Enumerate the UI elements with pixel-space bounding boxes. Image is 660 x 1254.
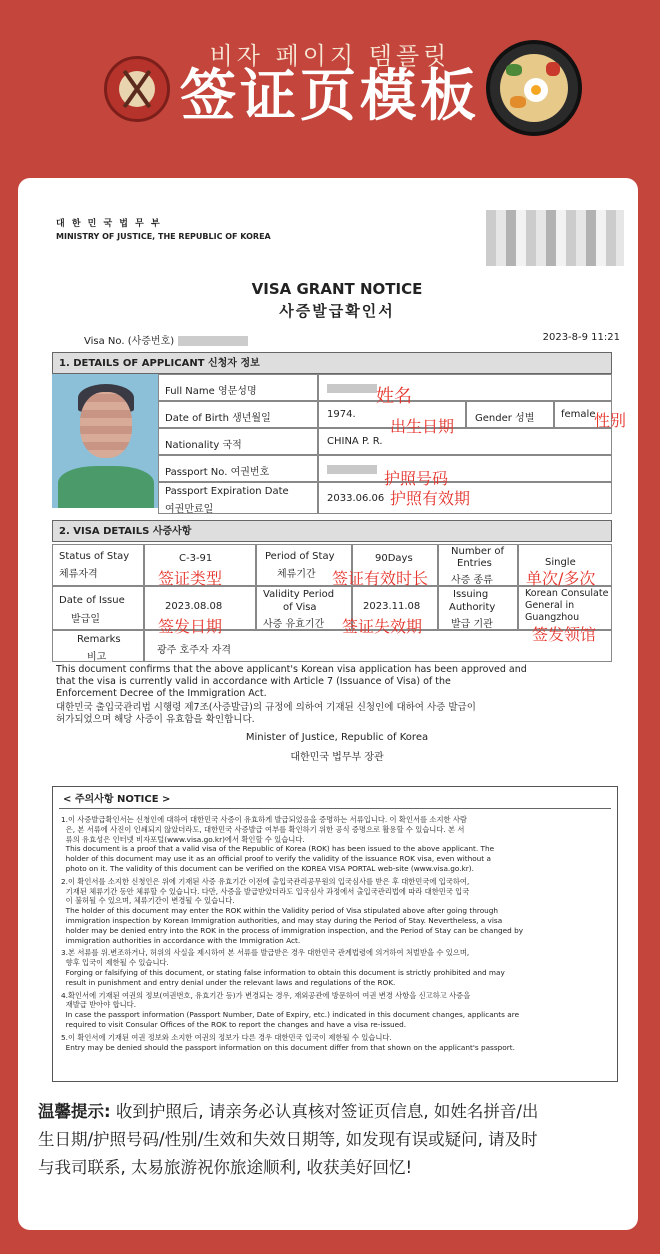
redacted-barcode — [486, 210, 624, 266]
annotation-dob: 出生日期 — [390, 417, 455, 436]
annotation-consulate: 签发领馆 — [532, 625, 597, 644]
gender-value-cell: female — [554, 401, 612, 428]
full-name-label-cell: Full Name 영문성명 — [158, 374, 318, 401]
notice-line: 이 불허될 수 있으며, 체류기간이 변경될 수 있습니다. — [61, 896, 235, 906]
entries-value-cell: Single — [518, 544, 612, 586]
dob-value-cell: 1974. — [318, 401, 466, 428]
authority-value-cell: Korean Consulate General in Guangzhou — [518, 586, 612, 630]
entries-label-cell: Number of Entries 사증 종류 — [438, 544, 518, 586]
notice-line: result in punishment and entry denial under the relevant laws and regulations of the ROK. — [61, 977, 396, 987]
annotation-visa-duration: 签证有效时长 — [332, 569, 429, 588]
validity-value-cell: 2023.11.08 — [352, 586, 438, 630]
remarks-label-cell: Remarks 비고 — [52, 630, 144, 662]
notice-title-english: VISA GRANT NOTICE — [251, 280, 423, 298]
header-title-chinese: 签证页模板 — [180, 64, 480, 129]
notice-text — [61, 815, 611, 1052]
section-visa-details: 2. VISA DETAILS 사증사항 — [52, 520, 612, 542]
annotation-gender: 性别 — [594, 411, 627, 430]
annotation-visa-expiry: 签证失效期 — [342, 617, 423, 636]
passport-number-label-cell: Passport No. 여권번호 — [158, 455, 318, 482]
notice-line: 4.확인서에 기재된 여권의 정보(여권번호, 유효기간 등)가 변경되는 경우, 재외공관에 방문하여 여권 변경 사항을 신고하고 사증을 — [61, 990, 471, 1000]
notice-line: immigration authorities in accordance with the Immigration Act. — [61, 935, 301, 945]
passport-expiration-value-cell: 2033.06.06 — [318, 482, 612, 514]
annotation-passport-number: 护照号码 — [384, 469, 449, 488]
authority-label-cell: Issuing Authority 발급 기관 — [438, 586, 518, 630]
confirmation-english: This document confirms that the above applicant's Korean visa application has been approved and that the visa is currently valid in accordance with Article 7 (Issuance of Visa) of the Enforcement Decree of the Immigration Act. — [56, 664, 527, 699]
status-value-cell: C-3-91 — [144, 544, 256, 586]
passport-expiration-label-cell: Passport Expiration Date 여권만료일 — [158, 482, 318, 514]
notice-line: 향후 입국이 제한될 수 있습니다. — [61, 958, 169, 968]
confirmation-korean: 대한민국 출입국관리법 시행령 제7조(사증발급)의 규정에 의하여 기재된 신청인에 대하여 사증 발급이 허가되었으며 해당 사증이 유효함을 확인합니다. — [56, 702, 476, 725]
period-value-cell: 90Days — [352, 544, 438, 586]
minister-english: Minister of Justice, Republic of Korea — [245, 732, 429, 743]
visa-grant-notice-document — [46, 186, 628, 1076]
annotation-passport-expiration: 护照有效期 — [390, 489, 471, 508]
notice-line: holder may be denied entry into the ROK in the process of immigration inspection, and the Period of Stay can be changed by — [61, 925, 524, 935]
reminder-text: 温馨提示: 收到护照后, 请亲务必认真核对签证页信息, 如姓名拼音/出 生日期/护照号码/性别/生效和失效日期等, 如发现有误或疑问, 请及时 与我司联系, 太易旅游祝你旅途顺利, 收获美好回忆! — [38, 1102, 539, 1177]
applicant-photo — [52, 374, 158, 508]
redacted-visa-number — [178, 336, 248, 346]
gender-label-cell: Gender 성별 — [466, 401, 554, 428]
notice-line: required to visit Consular Offices of the ROK to report the changes and have a visa re-issued. — [61, 1019, 407, 1029]
notice-line: immigration inspection by Korean Immigration authorities, and may stay during the Period of Stay. Nevertheless, a visa — [61, 915, 503, 925]
notice-line: Entry may be denied should the passport information on this document differ from that shown on the applicant's passport. — [61, 1042, 515, 1052]
notice-line: 1.이 사증발급확인서는 신청인에 대하여 대한민국 사증이 유효하게 발급되었음을 증명하는 서류입니다. 이 확인서를 소지한 사람 — [61, 815, 467, 824]
notice-line: In case the passport information (Passport Number, Date of Expiry, etc.) indicated in this document changes, applicants are — [61, 1010, 520, 1020]
header-title-korean: 비자 페이지 템플릿 — [209, 42, 451, 70]
content-card — [18, 178, 638, 1230]
notice-line: The holder of this document may enter the ROK within the Validity period of Visa stipulated above after going through — [61, 906, 499, 916]
dob-label-cell: Date of Birth 생년월일 — [158, 401, 318, 428]
notice-title-korean: 사증발급확인서 — [279, 302, 395, 320]
passport-number-value-cell — [318, 455, 612, 482]
annotation-visa-type: 签证类型 — [158, 569, 223, 588]
notice-title: < 주의사항 NOTICE > — [59, 791, 611, 809]
validity-label-cell: Validity Period of Visa 사증 유효기간 — [256, 586, 352, 630]
issue-date-label-cell: Date of Issue 발급일 — [52, 586, 144, 630]
status-label-cell: Status of Stay 체류자격 — [52, 544, 144, 586]
ministry-name-english: MINISTRY OF JUSTICE, THE REPUBLIC OF KOREA — [56, 232, 271, 241]
notice-line: 류의 유효성은 인터넷 비자포털(www.visa.go.kr)에서 확인할 수 있습니다. — [61, 834, 305, 844]
visa-number: Visa No. (사증번호) — [84, 332, 248, 347]
notice-line: 기재된 체류기간 동안 체류할 수 있습니다. 다만, 사증을 발급받았더라도 입국심사 과정에서 출입국관리법에 따라 대한민국 입국 — [61, 886, 470, 896]
annotation-issue-date: 签发日期 — [158, 617, 223, 636]
issue-timestamp: 2023-8-9 11:21 — [542, 332, 620, 343]
notice-line: 5.이 확인서에 기재된 여권 정보와 소지한 여권의 정보가 다른 경우 대한민국 입국이 제한될 수 있습니다. — [61, 1032, 392, 1042]
bibimbap-bowl-icon — [486, 40, 582, 136]
seal-badge-icon — [104, 56, 170, 122]
nationality-label-cell: Nationality 국적 — [158, 428, 318, 455]
section-applicant-details: 1. DETAILS OF APPLICANT 신청자 정보 — [52, 352, 612, 374]
full-name-value-cell — [318, 374, 612, 401]
notice-line: Forging or falsifying of this document, or stating false information to obtain this document is strictly prohibited and may — [61, 967, 505, 977]
notice-line: 2.이 확인서를 소지한 신청인은 위에 기재된 사증 유효기간 이전에 출입국관리공무원의 입국심사를 받은 후 대한민국에 입국하여, — [61, 876, 470, 886]
remarks-value-cell: 광주 호주자 자격 — [144, 630, 612, 662]
ministry-name-korean: 대 한 민 국 법 무 부 — [56, 219, 162, 229]
notice-line: holder of this document may use it as an official proof to verify the validity of the issuance ROK visa, even without a — [61, 854, 491, 864]
minister-korean: 대한민국 법무부 장관 — [290, 752, 384, 763]
notice-line: 은, 본 서류에 사진이 인쇄되지 않았더라도, 대한민국 사증발급 여부를 확인하기 위한 공식 증명으로 활용할 수 있습니다. 본 서 — [61, 824, 465, 834]
notice-line: photo on it. The validity of this document can be verified on the KOREA VISA PORTAL web-site (www.visa.go.kr). — [61, 863, 474, 873]
annotation-name: 姓名 — [376, 386, 412, 407]
issue-date-value-cell: 2023.08.08 — [144, 586, 256, 630]
reminder-label: 温馨提示: — [38, 1102, 111, 1121]
notice-line: 3.본 서류를 위.변조하거나, 허위의 사실을 제시하여 본 서류를 발급받은 경우 대한민국 관계법령에 의거하여 처벌받을 수 있으며, — [61, 948, 470, 958]
notice-box — [52, 786, 618, 1082]
period-label-cell: Period of Stay 체류기간 — [256, 544, 352, 586]
notice-line: 재발급 받아야 합니다. — [61, 1000, 137, 1010]
notice-line: This document is a proof that a valid visa of the Republic of Korea (ROK) has been issued to the above applicant. The — [61, 844, 495, 854]
nationality-value-cell: CHINA P. R. — [318, 428, 612, 455]
annotation-entries: 单次/多次 — [526, 569, 596, 588]
